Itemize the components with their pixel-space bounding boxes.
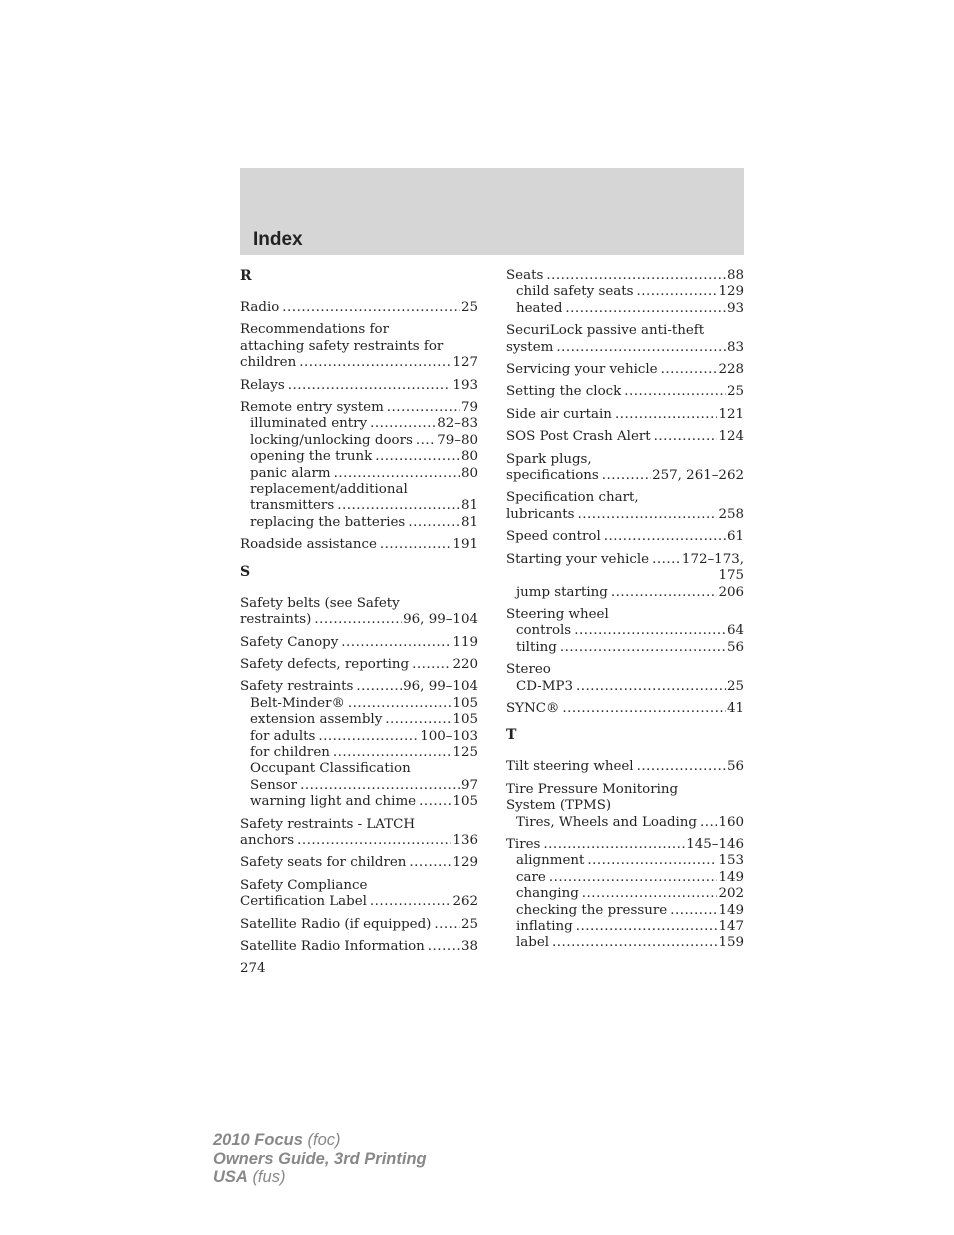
entry-term: Speed control: [506, 529, 601, 545]
entry-page-ref: 125: [452, 744, 478, 760]
index-line: [506, 759, 744, 775]
dot-leader: [370, 894, 452, 910]
index-line: [506, 268, 744, 284]
index-entry: [240, 322, 478, 371]
entry-term: Setting the clock: [506, 384, 622, 400]
entry-term: heated: [516, 300, 563, 316]
entry-page-ref: 149: [718, 902, 744, 918]
index-line: [506, 529, 744, 545]
entry-term: controls: [516, 623, 572, 639]
index-line: [506, 429, 744, 445]
entry-term: jump starting: [516, 584, 608, 600]
entry-term: anchors: [240, 832, 295, 848]
entry-term: children: [240, 355, 297, 371]
entry-page-ref: 257, 261–262: [652, 468, 744, 484]
entry-page-ref: 80: [460, 449, 478, 465]
dot-leader: [560, 640, 726, 656]
entry-page-ref: 25: [726, 678, 744, 694]
entry-term: System (TPMS): [506, 798, 612, 814]
dot-leader: [602, 468, 651, 484]
dot-leader: [333, 745, 452, 761]
entry-page-ref: 147: [718, 919, 744, 934]
index-subentry: [240, 761, 478, 777]
entry-page-ref: 105: [452, 794, 478, 810]
index-subentry: [240, 794, 478, 810]
entry-term: system: [506, 339, 554, 355]
dot-leader: [654, 429, 718, 445]
entry-term: inflating: [516, 919, 573, 934]
index-entry: [240, 657, 478, 673]
dot-leader: [652, 552, 681, 568]
entry-page-ref: 97: [460, 777, 478, 793]
entry-term: Safety restraints - LATCH: [240, 816, 416, 832]
dot-leader: [334, 466, 460, 482]
entry-page-ref: 93: [726, 300, 744, 316]
index-line: [506, 662, 744, 678]
entry-term: specifications: [506, 468, 599, 484]
dot-leader: [700, 815, 717, 831]
entry-term: transmitters: [250, 498, 335, 514]
entry-term: Safety belts (see Safety: [240, 595, 400, 611]
entry-page-ref: 81: [460, 514, 478, 530]
dot-leader: [412, 657, 451, 673]
dot-leader: [337, 498, 460, 514]
index-entry: [506, 490, 744, 523]
index-subentry: [506, 903, 744, 919]
dot-leader: [356, 679, 402, 695]
entry-term: checking the pressure: [516, 902, 668, 918]
dot-leader: [385, 712, 451, 728]
index-entry: [506, 662, 744, 695]
index-line: [506, 568, 744, 584]
index-entry: [506, 384, 744, 400]
entry-term: Roadside assistance: [240, 537, 377, 553]
entry-term: Steering wheel: [506, 606, 609, 622]
entry-term: Tire Pressure Monitoring: [506, 781, 679, 797]
index-line: [506, 340, 744, 356]
entry-term: Satellite Radio (if equipped): [240, 916, 432, 932]
entry-page-ref: 149: [718, 869, 744, 885]
index-line: [506, 798, 744, 814]
index-subentry: [506, 640, 744, 656]
index-letter: T: [506, 727, 517, 744]
entry-page-ref: 124: [718, 429, 744, 445]
entry-term: lubricants: [506, 506, 575, 522]
entry-term: SecuriLock passive anti-theft: [506, 323, 705, 339]
index-line: [240, 657, 478, 673]
index-subentry: [240, 449, 478, 465]
page-number: 274: [240, 961, 266, 976]
index-subentry: [506, 585, 744, 601]
index-entry: [240, 400, 478, 531]
entry-page-ref: 129: [452, 855, 478, 871]
index-entry: [506, 552, 744, 601]
index-entry: [506, 837, 744, 952]
index-line: [240, 635, 478, 651]
index-entry: [506, 529, 744, 545]
entry-term: for children: [250, 744, 330, 760]
entry-term: warning light and chime: [250, 794, 417, 810]
entry-term: Safety seats for children: [240, 855, 407, 871]
index-line: [240, 355, 478, 371]
entry-term: Sensor: [250, 777, 298, 793]
entry-term: Remote entry system: [240, 400, 384, 416]
index-entry: [240, 878, 478, 911]
entry-term: alignment: [516, 853, 585, 869]
index-line: [506, 837, 744, 853]
index-line: [240, 833, 478, 849]
entry-page-ref: 127: [452, 355, 478, 371]
entry-term: Relays: [240, 377, 285, 393]
entry-page-ref: 159: [718, 935, 744, 951]
entry-term: Side air curtain: [506, 406, 612, 422]
index-line: [506, 552, 744, 568]
entry-term: restraints): [240, 612, 312, 628]
index-line: [506, 701, 744, 717]
footer: [213, 1131, 427, 1187]
dot-leader: [434, 917, 460, 933]
index-line: [240, 939, 478, 955]
index-entry: [240, 596, 478, 629]
dot-leader: [637, 284, 718, 300]
entry-page-ref: 258: [718, 506, 744, 522]
entry-page-ref: 220: [452, 656, 478, 672]
entry-term: label: [516, 935, 550, 951]
footer-line-3: USA (fus): [213, 1168, 286, 1186]
dot-leader: [387, 400, 460, 416]
index-subentry: [240, 416, 478, 432]
entry-page-ref: 262: [452, 894, 478, 910]
entry-page-ref: 119: [452, 634, 478, 650]
index-line: [240, 596, 478, 612]
index-entry: [506, 268, 744, 317]
entry-term: SOS Post Crash Alert: [506, 429, 651, 445]
entry-term: extension assembly: [250, 712, 383, 728]
index-subentry: [506, 301, 744, 317]
index-subentry: [506, 815, 744, 831]
index-line: [506, 507, 744, 523]
index-line: [240, 300, 478, 316]
index-line: [506, 407, 744, 423]
entry-page-ref: 81: [460, 498, 478, 514]
entry-term: Safety Compliance: [240, 877, 368, 893]
index-line: [240, 339, 478, 355]
dot-leader: [341, 635, 451, 651]
dot-leader: [576, 679, 726, 695]
index-subentry: [240, 729, 478, 745]
entry-page-ref: 25: [460, 300, 478, 315]
dot-leader: [419, 794, 451, 810]
index-entry: [506, 429, 744, 445]
index-entry: [506, 759, 744, 775]
index-subentry: [506, 919, 744, 935]
entry-term: Safety defects, reporting: [240, 656, 410, 672]
entry-page-ref: 228: [718, 362, 744, 378]
index-entry: [240, 378, 478, 394]
index-subentry: [240, 498, 478, 514]
dot-leader: [282, 300, 460, 316]
index-letter: R: [240, 268, 252, 284]
entry-term: Specification chart,: [506, 490, 639, 506]
index-letter: S: [240, 563, 251, 580]
index-subentry: [506, 886, 744, 902]
dot-leader: [552, 935, 717, 951]
entry-term: Belt-Minder®: [250, 695, 345, 711]
entry-term: Recommendations for: [240, 322, 389, 338]
index-subentry: [240, 466, 478, 482]
index-subentry: [240, 696, 478, 712]
entry-term: for adults: [250, 728, 316, 744]
dot-leader: [428, 939, 460, 955]
entry-term: Starting your vehicle: [506, 551, 650, 567]
index-subentry: [240, 745, 478, 761]
index-subentry: [240, 482, 478, 498]
index-entry: [240, 635, 478, 651]
entry-term: Occupant Classification: [250, 761, 411, 777]
dot-leader: [543, 837, 685, 853]
entry-term: Tires: [506, 836, 541, 852]
dot-leader: [549, 870, 718, 886]
index-column-left: [240, 268, 478, 961]
dot-leader: [624, 384, 726, 400]
entry-term: changing: [516, 886, 579, 902]
entry-term: Tires, Wheels and Loading: [516, 814, 697, 830]
dot-leader: [661, 362, 718, 378]
dot-leader: [546, 268, 726, 284]
entry-page-ref: 79–80: [437, 432, 478, 448]
dot-leader: [582, 886, 718, 902]
index-subentry: [240, 515, 478, 531]
entry-page-ref: 82–83: [437, 416, 478, 432]
dot-leader: [576, 919, 718, 935]
entry-term: care: [516, 869, 546, 885]
entry-page-ref: 172–173,: [681, 551, 744, 567]
dot-leader: [416, 433, 436, 449]
entry-page-ref: 41: [726, 700, 744, 716]
entry-page-ref: 129: [718, 284, 744, 300]
entry-term: Radio: [240, 300, 280, 315]
entry-page-ref: 88: [726, 268, 744, 283]
entry-page-ref: 96, 99–104: [403, 679, 478, 695]
index-subentry: [240, 778, 478, 794]
index-line: [506, 782, 744, 798]
index-line: [240, 878, 478, 894]
index-entry: [240, 300, 478, 316]
entry-term: replacing the batteries: [250, 514, 406, 530]
index-line: [506, 452, 744, 468]
index-line: [240, 917, 478, 933]
index-subentry: [240, 433, 478, 449]
section-title: Index: [253, 229, 303, 250]
entry-term: Satellite Radio Information: [240, 939, 425, 954]
index-subentry: [506, 623, 744, 639]
index-line: [240, 322, 478, 338]
index-entry: [506, 362, 744, 378]
index-entry: [240, 855, 478, 871]
entry-page-ref: 64: [726, 623, 744, 639]
index-line: [506, 362, 744, 378]
index-entry: [506, 701, 744, 717]
dot-leader: [574, 623, 726, 639]
index-line: [240, 400, 478, 416]
index-line: [240, 537, 478, 553]
dot-leader: [408, 515, 460, 531]
dot-leader: [670, 903, 717, 919]
dot-leader: [409, 855, 451, 871]
index-subentry: [506, 679, 744, 695]
index-line: [240, 612, 478, 628]
entry-page-ref: 160: [718, 814, 744, 830]
index-subentry: [506, 853, 744, 869]
entry-term: SYNC®: [506, 700, 560, 716]
entry-page-ref: 56: [726, 759, 744, 775]
entry-page-ref: 145–146: [686, 836, 744, 852]
index-line: [240, 378, 478, 394]
entry-page-ref: 56: [726, 639, 744, 655]
entry-page-ref: 25: [726, 384, 744, 400]
index-column-right: [506, 268, 744, 958]
index-subentry: [240, 712, 478, 728]
dot-leader: [565, 301, 726, 317]
entry-page-ref: 100–103: [420, 728, 478, 744]
entry-term: CD-MP3: [516, 678, 573, 694]
entry-term: child safety seats: [516, 284, 634, 300]
entry-term: tilting: [516, 639, 557, 655]
index-subentry: [506, 935, 744, 951]
entry-page-ref: 206: [718, 584, 744, 600]
entry-page-ref: 83: [726, 339, 744, 355]
index-subentry: [506, 870, 744, 886]
entry-term: attaching safety restraints for: [240, 338, 444, 354]
index-entry: [506, 782, 744, 831]
section-header: [240, 168, 744, 255]
dot-leader: [370, 416, 436, 432]
entry-term: opening the trunk: [250, 449, 373, 465]
index-line: [240, 855, 478, 871]
entry-term: Tilt steering wheel: [506, 759, 634, 775]
dot-leader: [348, 696, 452, 712]
dot-leader: [587, 853, 717, 869]
dot-leader: [637, 759, 726, 775]
entry-page-ref: 153: [718, 853, 744, 869]
dot-leader: [562, 701, 726, 717]
entry-page-ref: 25: [460, 916, 478, 932]
entry-term: Certification Label: [240, 894, 367, 910]
index-line: [506, 607, 744, 623]
index-line: [506, 468, 744, 484]
index-entry: [240, 817, 478, 850]
entry-page-ref: 96, 99–104: [403, 612, 478, 628]
entry-page-ref: 105: [452, 712, 478, 728]
entry-page-ref: 191: [452, 537, 478, 553]
index-entry: [240, 679, 478, 810]
index-entry: [240, 917, 478, 933]
entry-term: Servicing your vehicle: [506, 362, 658, 378]
entry-term: Seats: [506, 268, 544, 283]
entry-page-ref: 79: [460, 400, 478, 416]
index-subentry: [506, 284, 744, 300]
dot-leader: [318, 729, 419, 745]
index-line: [506, 490, 744, 506]
entry-term: locking/unlocking doors: [250, 432, 413, 448]
entry-page-ref: 136: [452, 832, 478, 848]
dot-leader: [288, 378, 452, 394]
index-line: [506, 323, 744, 339]
dot-leader: [615, 407, 718, 423]
dot-leader: [578, 507, 718, 523]
entry-page-ref: 38: [460, 939, 478, 954]
entry-term: illuminated entry: [250, 416, 368, 432]
index-entry: [240, 537, 478, 553]
entry-page-ref: 175: [718, 568, 744, 584]
index-entry: [506, 607, 744, 656]
dot-leader: [300, 778, 460, 794]
index-line: [240, 679, 478, 695]
entry-page-ref: 105: [452, 695, 478, 711]
entry-term: panic alarm: [250, 465, 331, 481]
entry-page-ref: 61: [726, 529, 744, 545]
dot-leader: [297, 833, 451, 849]
entry-term: Safety Canopy: [240, 634, 339, 650]
dot-leader: [380, 537, 452, 553]
entry-term: Safety restraints: [240, 679, 354, 695]
dot-leader: [314, 612, 402, 628]
entry-page-ref: 202: [718, 886, 744, 902]
index-entry: [506, 452, 744, 485]
index-line: [506, 384, 744, 400]
entry-term: Stereo: [506, 662, 551, 678]
footer-line-1: 2010 Focus (foc): [213, 1131, 341, 1149]
index-line: [240, 817, 478, 833]
dot-leader: [299, 355, 451, 371]
index-entry: [240, 939, 478, 955]
index-entry: [506, 407, 744, 423]
dot-leader: [611, 585, 718, 601]
entry-page-ref: 121: [718, 406, 744, 422]
entry-term: replacement/additional: [250, 482, 408, 498]
entry-term: Spark plugs,: [506, 451, 592, 467]
footer-line-2: Owners Guide, 3rd Printing: [213, 1149, 427, 1168]
index-line: [240, 894, 478, 910]
dot-leader: [604, 529, 726, 545]
index-entry: [506, 323, 744, 356]
entry-page-ref: 80: [460, 465, 478, 481]
dot-leader: [375, 449, 460, 465]
dot-leader: [556, 340, 726, 356]
entry-page-ref: 193: [452, 377, 478, 393]
